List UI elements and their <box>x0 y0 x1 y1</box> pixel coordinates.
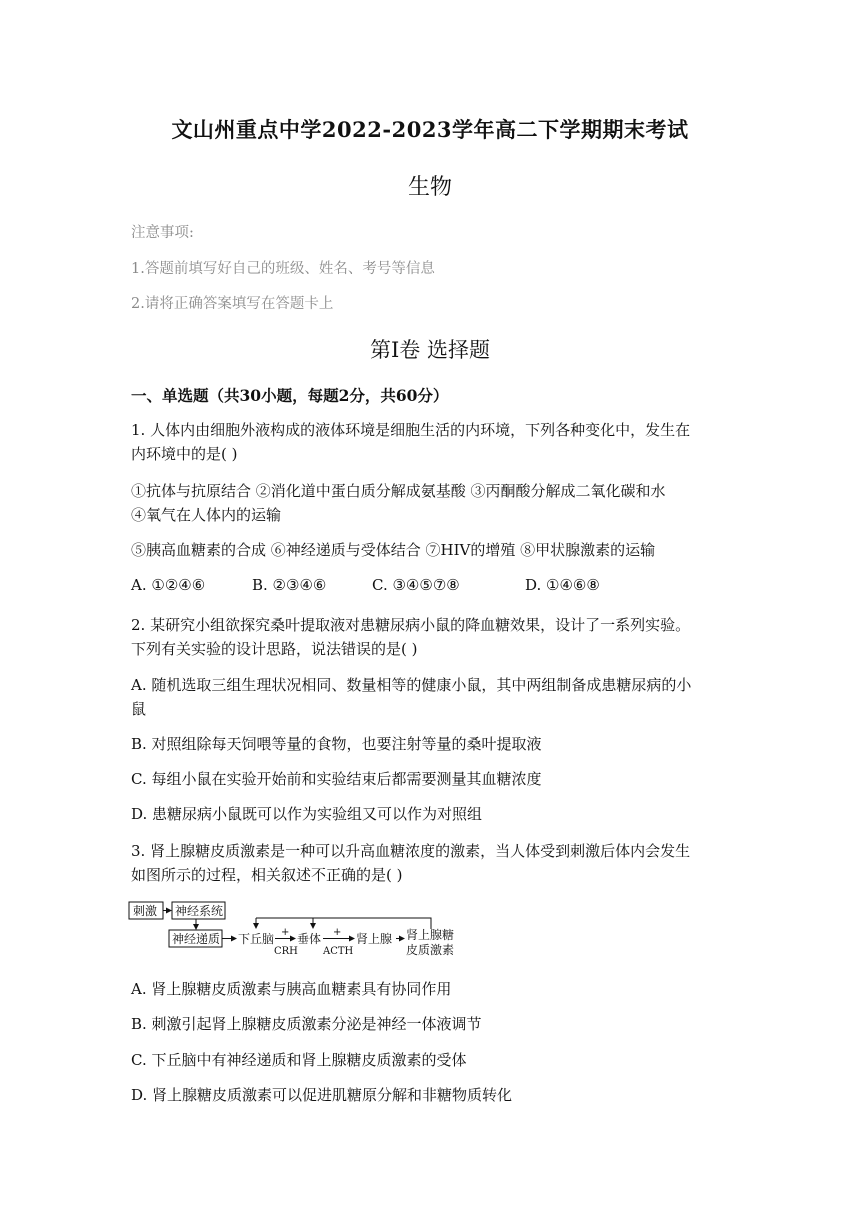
q2-option-c[interactable]: C. 每组小鼠在实验开始前和实验结束后都需要测量其血糖浓度 <box>131 770 542 788</box>
hypothalamus-label: 下丘脑 <box>238 932 275 946</box>
stimulus-label: 刺激 <box>133 904 158 918</box>
q1-options <box>131 576 600 594</box>
acth-plus-sign: + <box>333 927 342 938</box>
crh-plus-sign: + <box>281 927 290 938</box>
exam-title: 文山州重点中学2022-2023学年高二下学期期末考试 <box>171 117 689 142</box>
q2-option-d[interactable]: D. 患糖尿病小鼠既可以作为实验组又可以作为对照组 <box>131 805 483 823</box>
q1-option-b[interactable]: B. ②③④⑥ <box>252 576 327 594</box>
note-item-2: 2.请将正确答案填写在答题卡上 <box>131 296 334 312</box>
q1-stem-line1: 1. 人体内由细胞外液构成的液体环境是细胞生活的内环境，下列各种变化中，发生在 <box>131 421 691 439</box>
q3-option-d[interactable]: D. 肾上腺糖皮质激素可以促进肌糖原分解和非糖物质转化 <box>131 1086 513 1104</box>
notes-heading: 注意事项: <box>131 225 194 241</box>
q2-stem-line1: 2. 某研究小组欲探究桑叶提取液对患糖尿病小鼠的降血糖效果，设计了一系列实验。 <box>131 616 691 634</box>
hormone-label-line1: 肾上腺糖 <box>406 928 455 942</box>
q3-stem-line1: 3. 肾上腺糖皮质激素是一种可以升高血糖浓度的激素，当人体受到刺激后体内会发生 <box>131 842 691 860</box>
q1-option-a[interactable]: A. ①②④⑥ <box>131 576 206 594</box>
q1-option-c[interactable]: C. ③④⑤⑦⑧ <box>372 576 460 594</box>
q1-items-line2: ④氧气在人体内的运输 <box>131 506 282 524</box>
q2-option-a-line2[interactable]: 鼠 <box>131 700 147 718</box>
q2-option-a-line1[interactable]: A. 随机选取三组生理状况相同、数量相等的健康小鼠，其中两组制备成患糖尿病的小 <box>131 676 692 694</box>
adrenal-label: 肾上腺 <box>356 932 393 946</box>
subject-title: 生物 <box>407 175 452 200</box>
neurotransmitter-label: 神经递质 <box>172 932 221 946</box>
section-title: 一、单选题（共30小题，每题2分，共60分） <box>131 386 449 405</box>
q2-option-b[interactable]: B. 对照组除每天饲喂等量的食物，也要注射等量的桑叶提取液 <box>131 735 542 753</box>
q1-stem-line2: 内环境中的是( ) <box>131 445 238 463</box>
q3-option-a[interactable]: A. 肾上腺糖皮质激素与胰高血糖素具有协同作用 <box>131 980 452 998</box>
q2-stem-line2: 下列有关实验的设计思路，说法错误的是( ) <box>131 640 418 658</box>
hormone-regulation-diagram <box>128 898 468 964</box>
acth-label: ACTH <box>323 946 354 957</box>
note-item-1: 1.答题前填写好自己的班级、姓名、考号等信息 <box>131 261 435 277</box>
crh-label: CRH <box>274 946 298 957</box>
q1-items-line1: ①抗体与抗原结合 ②消化道中蛋白质分解成氨基酸 ③丙酮酸分解成二氧化碳和水 <box>131 482 666 500</box>
q1-items-line3: ⑤胰高血糖素的合成 ⑥神经递质与受体结合 ⑦HIV的增殖 ⑧甲状腺激素的运输 <box>131 541 656 559</box>
q3-stem-line2: 如图所示的过程，相关叙述不正确的是( ) <box>131 866 403 884</box>
q3-option-b[interactable]: B. 刺激引起肾上腺糖皮质激素分泌是神经一体液调节 <box>131 1015 482 1033</box>
pituitary-label: 垂体 <box>297 932 322 946</box>
volume-title: 第Ⅰ卷 选择题 <box>370 338 490 362</box>
nervous-system-label: 神经系统 <box>175 904 224 918</box>
q1-option-d[interactable]: D. ①④⑥⑧ <box>525 576 600 594</box>
q3-option-c[interactable]: C. 下丘脑中有神经递质和肾上腺糖皮质激素的受体 <box>131 1051 467 1069</box>
hormone-label-line2: 皮质激素 <box>406 943 455 957</box>
